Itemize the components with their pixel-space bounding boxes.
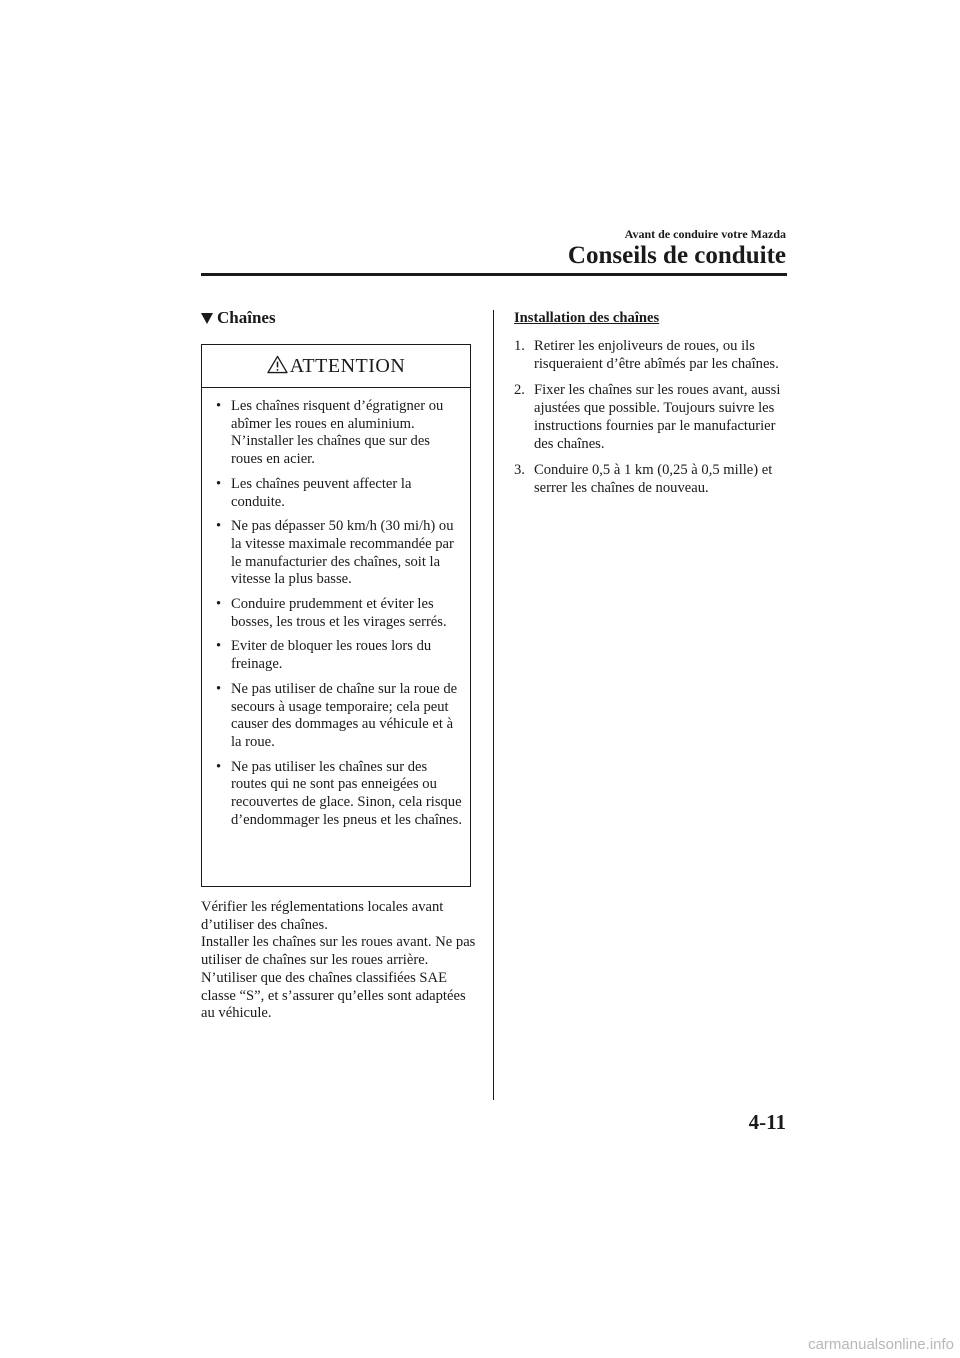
step-number: 2. xyxy=(514,382,525,399)
warning-box xyxy=(201,344,471,887)
warning-item xyxy=(214,681,462,752)
header-title: Conseils de conduite xyxy=(567,242,786,269)
section-heading xyxy=(201,308,276,328)
warning-triangle-icon xyxy=(267,355,288,374)
bullet: • xyxy=(216,680,222,697)
column-divider xyxy=(493,310,494,1100)
installation-heading: Installation des chaînes xyxy=(514,310,660,326)
bullet: • xyxy=(216,596,222,613)
triangle-down-icon xyxy=(201,313,213,324)
warning-title: ATTENTION xyxy=(289,354,406,377)
warning-item-text: Les chaînes peuvent affecter la conduite. xyxy=(231,475,412,510)
step-text: Conduire 0,5 à 1 km (0,25 à 0,5 mille) et serrer les chaînes de nouveau. xyxy=(534,462,773,496)
bullet: • xyxy=(216,638,222,655)
warning-item-text: Ne pas utiliser de chaîne sur la roue de secours à usage temporaire; cela peut causer des dommages au véhicule et à la roue. xyxy=(231,680,458,750)
warning-item xyxy=(214,476,462,511)
bullet: • xyxy=(216,758,222,775)
warning-item xyxy=(214,638,462,673)
bullet: • xyxy=(216,475,222,492)
body-paragraph: Vérifier les réglementations locales avant d’utiliser des chaînes. xyxy=(201,899,444,933)
step-item xyxy=(514,338,794,373)
step-text: Retirer les enjoliveurs de roues, ou ils risqueraient d’être abîmés par les chaînes. xyxy=(534,338,779,372)
step-item xyxy=(514,382,794,453)
step-item xyxy=(514,462,794,497)
installation-steps xyxy=(514,338,794,507)
warning-item-text: Ne pas utiliser les chaînes sur des routes qui ne sont pas enneigées ou recouvertes de glace. Sinon, cela risque d’endommager les pneus et les chaînes. xyxy=(231,758,462,828)
watermark: carmanualsonline.info xyxy=(808,1336,954,1353)
warning-title-row xyxy=(202,345,470,388)
warning-item xyxy=(214,759,462,830)
bullet: • xyxy=(216,398,222,414)
warning-item xyxy=(214,518,462,589)
page-number: 4-11 xyxy=(748,1110,786,1134)
warning-list xyxy=(202,388,470,829)
warning-item-text: Ne pas dépasser 50 km/h (30 mi/h) ou la vitesse maximale recommandée par le manufacturier des chaînes, soit la vitesse la plus basse. xyxy=(231,518,454,588)
body-paragraph: N’utiliser que des chaînes classifiées SAE classe “S”, et s’assurer qu’elles sont adaptées au véhicule. xyxy=(201,969,466,1022)
step-number: 3. xyxy=(514,462,525,479)
step-text: Fixer les chaînes sur les roues avant, aussi ajustées que possible. Toujours suivre les instructions fournies par le manufacturier des chaînes. xyxy=(534,382,781,452)
body-text xyxy=(201,899,476,1023)
warning-item-text: Eviter de bloquer les roues lors du freinage. xyxy=(231,638,432,673)
header-rule xyxy=(201,273,787,276)
warning-item-text: Conduire prudemment et éviter les bosses, les trous et les virages serrés. xyxy=(231,596,447,630)
warning-item-text: Les chaînes risquent d’égratigner ou abîmer les roues en aluminium. N’installer les chaînes que sur des roues en acier. xyxy=(231,398,444,468)
step-number: 1. xyxy=(514,338,525,354)
header-subtitle: Avant de conduire votre Mazda xyxy=(624,227,786,241)
warning-item xyxy=(214,398,462,469)
warning-item xyxy=(214,596,462,631)
bullet: • xyxy=(216,518,222,535)
body-paragraph: Installer les chaînes sur les roues avant. Ne pas utiliser de chaînes sur les roues arrière. xyxy=(201,934,476,969)
section-heading-text: Chaînes xyxy=(217,308,276,327)
